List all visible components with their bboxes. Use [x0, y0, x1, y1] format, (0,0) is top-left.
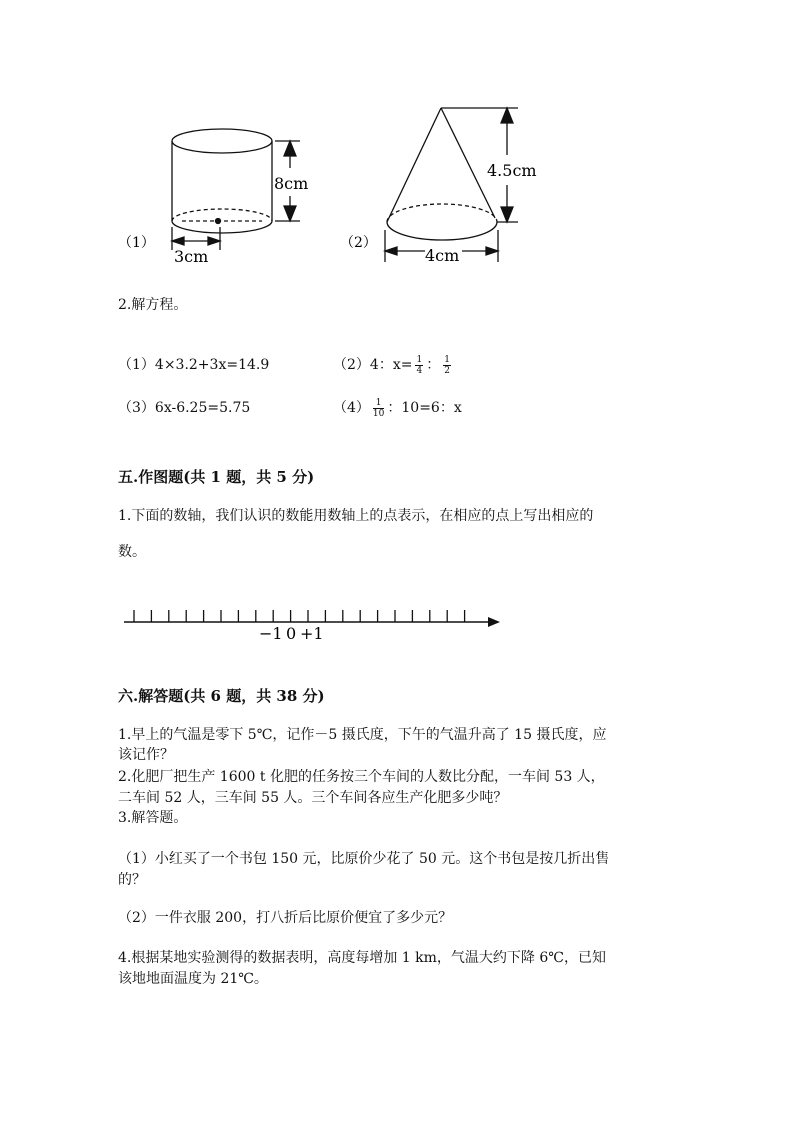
cone-label: （2） — [340, 235, 377, 251]
equation-3: （3）6x-6.25=5.75 — [118, 400, 251, 416]
equation-4 — [333, 397, 462, 419]
cylinder-radius-label: 3cm — [174, 247, 209, 266]
equation-4-prefix: （4） — [333, 400, 370, 416]
cone-height-label: 4.5cm — [487, 161, 537, 180]
equation-4-suffix: ：10=6：x — [387, 400, 462, 416]
cylinder-label: （1） — [118, 235, 155, 251]
equation-1: （1）4×3.2+3x=14.9 — [118, 357, 270, 373]
solid-figures — [0, 0, 794, 280]
number-line-label-minus-one: −1 — [259, 624, 283, 643]
number-line — [110, 600, 510, 650]
cone-figure — [385, 108, 518, 262]
section-6-heading: 六.解答题(共 6 题，共 38 分) — [118, 687, 325, 705]
fraction-one-quarter: $\frac{1}{4}$ — [416, 354, 423, 376]
section-6-q3-sub1-line1: （1）小红买了一个书包 150 元，比原价少花了 50 元。这个书包是按几折出售 — [118, 851, 610, 867]
equation-2 — [333, 354, 454, 376]
section-6-q2-line2: 二车间 52 人，三车间 55 人。三个车间各应生产化肥多少吨？ — [118, 790, 508, 806]
number-line-label-plus-one: +1 — [300, 624, 324, 643]
number-line-arrow — [488, 617, 500, 627]
section-6-q1-line1: 1.早上的气温是零下 5℃，记作－5 摄氏度，下午的气温升高了 15 摄氏度，应 — [118, 727, 607, 743]
section-5-q1-line2: 数。 — [118, 544, 146, 560]
section-5-q1-line1: 1.下面的数轴，我们认识的数能用数轴上的点表示，在相应的点上写出相应的 — [118, 508, 594, 524]
section-6-q1-line2: 该记作？ — [118, 747, 174, 763]
fraction-one-tenth: $\frac{1}{10}$ — [372, 397, 385, 419]
fraction-one-half: $\frac{1}{2}$ — [444, 354, 450, 376]
cone-diameter-label: 4cm — [425, 246, 460, 265]
equation-2-colon: ： — [426, 357, 441, 373]
equations-title: 2.解方程。 — [118, 297, 188, 313]
section-6-q3-sub2: （2）一件衣服 200，打八折后比原价便宜了多少元？ — [118, 910, 453, 926]
section-6-q3-title: 3.解答题。 — [118, 810, 188, 826]
section-5-heading: 五.作图题(共 1 题，共 5 分) — [118, 468, 315, 486]
cylinder-height-label: 8cm — [274, 174, 309, 193]
section-6-q4-line1: 4.根据某地实验测得的数据表明，高度每增加 1 km，气温大约下降 6℃，已知 — [118, 950, 606, 966]
number-line-label-zero: 0 — [286, 624, 297, 643]
section-6-q2-line1: 2.化肥厂把生产 1600 t 化肥的任务按三个车间的人数比分配，一车间 53 人， — [118, 769, 605, 785]
equation-2-prefix: （2）4：x= — [333, 357, 413, 373]
section-6-q4-line2: 该地地面温度为 21℃。 — [118, 971, 268, 987]
section-6-q3-sub1-line2: 的？ — [118, 872, 146, 888]
